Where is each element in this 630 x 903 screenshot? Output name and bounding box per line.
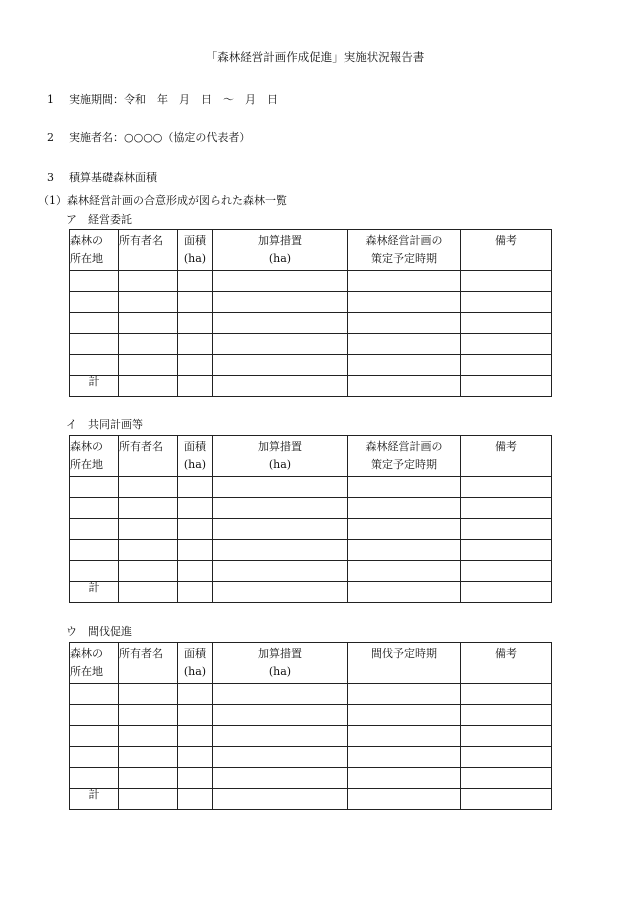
section-3-forest-area — [47, 172, 157, 183]
table-row — [70, 561, 552, 582]
header-area: 面積 (ha) — [178, 643, 213, 684]
header-area: 面積 (ha) — [178, 230, 213, 271]
header-owner: 所有者名 — [119, 643, 178, 684]
table-header-row — [70, 436, 552, 477]
table-total-row — [70, 582, 552, 603]
header-additional-measure: 加算措置 (ha) — [213, 436, 348, 477]
table-row — [70, 705, 552, 726]
table-row — [70, 768, 552, 789]
header-thinning-schedule: 間伐予定時期 — [348, 643, 461, 684]
section-number: 2 — [47, 131, 54, 144]
header-additional-measure: 加算措置 (ha) — [213, 643, 348, 684]
header-planned-schedule: 森林経営計画の 策定予定時期 — [348, 436, 461, 477]
table-row — [70, 684, 552, 705]
table-thinning-promotion — [69, 642, 552, 810]
total-label: 計 — [70, 376, 119, 397]
header-owner: 所有者名 — [119, 436, 178, 477]
table-a-heading: ア 経営委託 — [66, 213, 132, 226]
header-location: 森林の 所在地 — [70, 230, 119, 271]
total-label: 計 — [70, 789, 119, 810]
table-row — [70, 271, 552, 292]
table-b-heading: イ 共同計画等 — [66, 418, 143, 431]
header-remarks: 備考 — [461, 436, 552, 477]
header-planned-schedule: 森林経営計画の 策定予定時期 — [348, 230, 461, 271]
table-total-row — [70, 789, 552, 810]
section-number: 1 — [47, 93, 54, 106]
subsection-heading: （1）森林経営計画の合意形成が図られた森林一覧 — [38, 194, 287, 207]
header-location: 森林の 所在地 — [70, 643, 119, 684]
table-row — [70, 334, 552, 355]
section-number: 3 — [47, 171, 54, 184]
table-row — [70, 292, 552, 313]
table-joint-plan — [69, 435, 552, 603]
header-owner: 所有者名 — [119, 230, 178, 271]
header-remarks: 備考 — [461, 643, 552, 684]
section-2-implementer — [47, 132, 250, 143]
section-text: 実施期間：令和 年 月 日 〜 月 日 — [69, 93, 278, 106]
table-row — [70, 313, 552, 334]
table-c-heading: ウ 間伐促進 — [66, 625, 132, 638]
table-row — [70, 747, 552, 768]
table-row — [70, 519, 552, 540]
table-row — [70, 355, 552, 376]
header-location: 森林の 所在地 — [70, 436, 119, 477]
header-additional-measure: 加算措置 (ha) — [213, 230, 348, 271]
table-total-row — [70, 376, 552, 397]
total-label: 計 — [70, 582, 119, 603]
section-text: 積算基礎森林面積 — [69, 171, 157, 184]
table-header-row — [70, 230, 552, 271]
table-row — [70, 726, 552, 747]
table-header-row — [70, 643, 552, 684]
section-text: 実施者名：○○○○（協定の代表者） — [69, 131, 251, 144]
table-management-entrustment — [69, 229, 552, 397]
header-area: 面積 (ha) — [178, 436, 213, 477]
header-remarks: 備考 — [461, 230, 552, 271]
table-row — [70, 498, 552, 519]
table-row — [70, 477, 552, 498]
section-1-period — [47, 94, 278, 105]
table-row — [70, 540, 552, 561]
document-title: 「森林経営計画作成促進」実施状況報告書 — [205, 50, 425, 64]
